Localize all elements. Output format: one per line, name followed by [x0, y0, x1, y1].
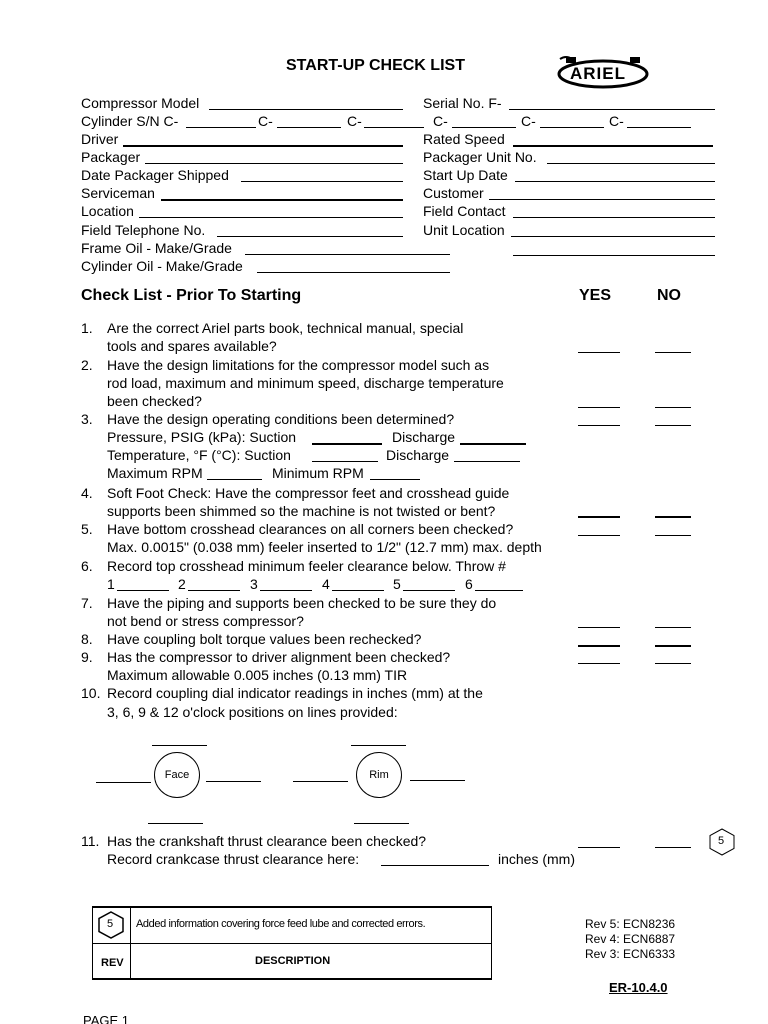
- face-top-line[interactable]: [152, 745, 207, 746]
- item-text: Has the compressor to driver alignment been checked?: [107, 649, 451, 665]
- item-number: 6.: [81, 558, 93, 574]
- throw-line[interactable]: [332, 590, 384, 591]
- throw-label: 1: [107, 576, 115, 592]
- yes-line[interactable]: [578, 535, 620, 536]
- throw-label: 2: [178, 576, 186, 592]
- cyl-prefix-3: C-: [347, 113, 362, 129]
- field-serial-no: Serial No. F-: [423, 95, 502, 111]
- item-text: Pressure, PSIG (kPa): Suction: [107, 429, 297, 445]
- field-customer: Customer: [423, 185, 484, 201]
- throw-line[interactable]: [188, 590, 240, 591]
- item-number: 7.: [81, 595, 93, 611]
- item-text: inches (mm): [498, 851, 576, 867]
- revision-table: [92, 906, 492, 980]
- field-rated-speed: Rated Speed: [423, 131, 505, 147]
- item-text: Are the correct Ariel parts book, technical manual, special: [107, 320, 464, 336]
- item-number: 2.: [81, 357, 93, 373]
- revision-hexagon-icon: [709, 828, 735, 856]
- throw-line[interactable]: [475, 590, 523, 591]
- input-line-packager[interactable]: [145, 163, 403, 164]
- item-text: Minimum RPM: [272, 465, 364, 481]
- input-line-unit-location[interactable]: [511, 236, 715, 237]
- item-text: Record coupling dial indicator readings in inches (mm) at the: [107, 685, 483, 701]
- cyl-prefix-2: C-: [258, 113, 273, 129]
- item-text: tools and spares available?: [107, 338, 277, 354]
- input-line-suction-temp[interactable]: [312, 461, 378, 462]
- item-text: Max. 0.0015" (0.038 mm) feeler inserted to 1/2" (12.7 mm) max. depth: [107, 539, 542, 555]
- revision-number: 5: [107, 918, 114, 930]
- item-text: Record crankcase thrust clearance here:: [107, 851, 360, 867]
- input-line-telephone[interactable]: [217, 236, 403, 237]
- face-bottom-line[interactable]: [148, 823, 203, 824]
- item-text: Temperature, °F (°C): Suction: [107, 447, 291, 463]
- cyl-prefix-5: C-: [521, 113, 536, 129]
- yes-header: YES: [579, 287, 612, 304]
- input-line-discharge-temp[interactable]: [454, 461, 520, 462]
- document-number: ER-10.4.0: [609, 980, 668, 995]
- item-text: rod load, maximum and minimum speed, discharge temperature: [107, 375, 504, 391]
- input-line-cyl-5[interactable]: [540, 127, 604, 128]
- throw-label: 6: [465, 576, 473, 592]
- input-line-thrust-clearance[interactable]: [381, 865, 489, 866]
- item-number: 4.: [81, 485, 93, 501]
- input-line-cyl-4[interactable]: [452, 127, 516, 128]
- input-line-packager-unit[interactable]: [547, 163, 715, 164]
- input-line-extra[interactable]: [513, 255, 715, 256]
- item-text: been checked?: [107, 393, 202, 409]
- no-line[interactable]: [655, 352, 691, 353]
- section-title: Check List - Prior To Starting: [81, 287, 302, 304]
- yes-line[interactable]: [578, 627, 620, 628]
- input-line-serial-no[interactable]: [509, 109, 715, 110]
- item-text: Have coupling bolt torque values been rechecked?: [107, 631, 422, 647]
- cyl-prefix-4: C-: [433, 113, 448, 129]
- yes-line[interactable]: [578, 352, 620, 353]
- input-line-cyl-2[interactable]: [277, 127, 341, 128]
- rim-label: Rim: [369, 769, 389, 781]
- yes-line[interactable]: [578, 645, 620, 647]
- input-line-discharge-pressure[interactable]: [460, 443, 526, 445]
- field-unit-location: Unit Location: [423, 222, 505, 238]
- item-text: Record top crosshead minimum feeler clearance below. Throw #: [107, 558, 506, 574]
- input-line-serviceman[interactable]: [161, 199, 403, 201]
- field-start-date: Start Up Date: [423, 167, 508, 183]
- field-compressor-model: Compressor Model: [81, 95, 200, 111]
- input-line-compressor-model[interactable]: [209, 109, 403, 110]
- throw-label: 5: [393, 576, 401, 592]
- item-number: 8.: [81, 631, 93, 647]
- item-text: Discharge: [392, 429, 456, 445]
- no-line[interactable]: [655, 627, 691, 628]
- no-line[interactable]: [655, 663, 691, 664]
- logo-text: ARIEL: [570, 64, 626, 83]
- input-line-contact[interactable]: [513, 217, 715, 218]
- throw-label: 3: [250, 576, 258, 592]
- page-label: PAGE 1: [83, 1014, 130, 1024]
- input-line-cylinder-oil[interactable]: [257, 272, 450, 273]
- input-line-customer[interactable]: [489, 199, 715, 200]
- item-number: 10.: [81, 685, 101, 701]
- throw-line[interactable]: [117, 590, 169, 591]
- field-cylinder-sn: Cylinder S/N C-: [81, 113, 179, 129]
- item-text: supports been shimmed so the machine is not twisted or bent?: [107, 503, 496, 519]
- no-line[interactable]: [655, 847, 691, 848]
- item-number: 11.: [81, 833, 100, 849]
- revision-description: Added information covering force feed lube and corrected errors.: [136, 918, 426, 930]
- rim-bottom-line[interactable]: [354, 823, 409, 824]
- field-packager: Packager: [81, 149, 141, 165]
- rev-header: REV: [101, 957, 124, 969]
- input-line-min-rpm[interactable]: [370, 479, 420, 480]
- input-line-cyl-6[interactable]: [627, 127, 691, 128]
- ariel-logo: [556, 54, 650, 90]
- item-text: Discharge: [386, 447, 450, 463]
- yes-line[interactable]: [578, 516, 620, 518]
- page-title: START-UP CHECK LIST: [286, 57, 465, 74]
- revision-entry: Rev 5: ECN8236: [585, 917, 676, 931]
- rim-right-line[interactable]: [410, 780, 465, 781]
- item-text: Has the crankshaft thrust clearance been checked?: [107, 833, 427, 849]
- item-text: Have bottom crosshead clearances on all corners been checked?: [107, 521, 514, 537]
- field-frame-oil: Frame Oil - Make/Grade: [81, 240, 232, 256]
- field-packager-unit: Packager Unit No.: [423, 149, 537, 165]
- input-line-suction-pressure[interactable]: [312, 443, 382, 445]
- field-location: Location: [81, 203, 134, 219]
- item-text: Have the design limitations for the compressor model such as: [107, 357, 490, 373]
- item-text: 3, 6, 9 & 12 o'clock positions on lines provided:: [107, 704, 398, 720]
- input-line-start-date[interactable]: [515, 181, 715, 182]
- field-telephone: Field Telephone No.: [81, 222, 206, 238]
- revision-entry: Rev 3: ECN6333: [585, 947, 676, 961]
- yes-line[interactable]: [578, 425, 620, 426]
- no-line[interactable]: [655, 425, 691, 426]
- input-line-frame-oil[interactable]: [245, 254, 450, 255]
- no-line[interactable]: [655, 535, 691, 536]
- item-number: 5.: [81, 521, 93, 537]
- table-divider-horizontal: [93, 943, 491, 944]
- no-line[interactable]: [655, 516, 691, 518]
- input-line-location[interactable]: [139, 217, 403, 218]
- item-text: not bend or stress compressor?: [107, 613, 304, 629]
- field-driver: Driver: [81, 131, 119, 147]
- item-text: Have the design operating conditions been determined?: [107, 411, 455, 427]
- field-serviceman: Serviceman: [81, 185, 155, 201]
- input-line-cyl-3[interactable]: [364, 127, 424, 128]
- face-dial: [154, 752, 200, 798]
- throw-label: 4: [322, 576, 330, 592]
- no-line[interactable]: [655, 407, 691, 408]
- yes-line[interactable]: [578, 407, 620, 408]
- revision-list: [585, 917, 675, 962]
- field-date-shipped: Date Packager Shipped: [81, 167, 229, 183]
- item-number: 9.: [81, 649, 93, 665]
- cyl-prefix-6: C-: [609, 113, 624, 129]
- face-left-line[interactable]: [96, 782, 151, 783]
- item-text: Maximum allowable 0.005 inches (0.13 mm) TIR: [107, 667, 408, 683]
- face-label: Face: [164, 769, 190, 781]
- description-header: DESCRIPTION: [255, 955, 331, 967]
- item-number: 1.: [81, 320, 93, 336]
- rim-top-line[interactable]: [351, 745, 406, 746]
- item-number: 3.: [81, 411, 93, 427]
- no-header: NO: [657, 287, 681, 304]
- throw-line[interactable]: [403, 590, 455, 591]
- face-right-line[interactable]: [206, 781, 261, 782]
- item-text: Have the piping and supports been checked to be sure they do: [107, 595, 497, 611]
- yes-line[interactable]: [578, 847, 620, 848]
- input-line-max-rpm[interactable]: [207, 479, 262, 480]
- throw-line[interactable]: [260, 590, 312, 591]
- no-line[interactable]: [655, 645, 691, 647]
- rim-dial: [356, 752, 402, 798]
- revision-hexagon-icon: [98, 911, 124, 939]
- revision-number: 5: [718, 835, 725, 847]
- item-text: Soft Foot Check: Have the compressor feet and crosshead guide: [107, 485, 510, 501]
- yes-line[interactable]: [578, 663, 620, 664]
- field-cylinder-oil: Cylinder Oil - Make/Grade: [81, 258, 243, 274]
- input-line-rated-speed[interactable]: [513, 145, 713, 147]
- field-contact: Field Contact: [423, 203, 506, 219]
- rim-left-line[interactable]: [293, 781, 348, 782]
- item-text: Maximum RPM: [107, 465, 203, 481]
- input-line-driver[interactable]: [123, 145, 403, 147]
- input-line-date-shipped[interactable]: [241, 181, 403, 182]
- revision-entry: Rev 4: ECN6887: [585, 932, 676, 946]
- input-line-cyl-1[interactable]: [186, 127, 256, 128]
